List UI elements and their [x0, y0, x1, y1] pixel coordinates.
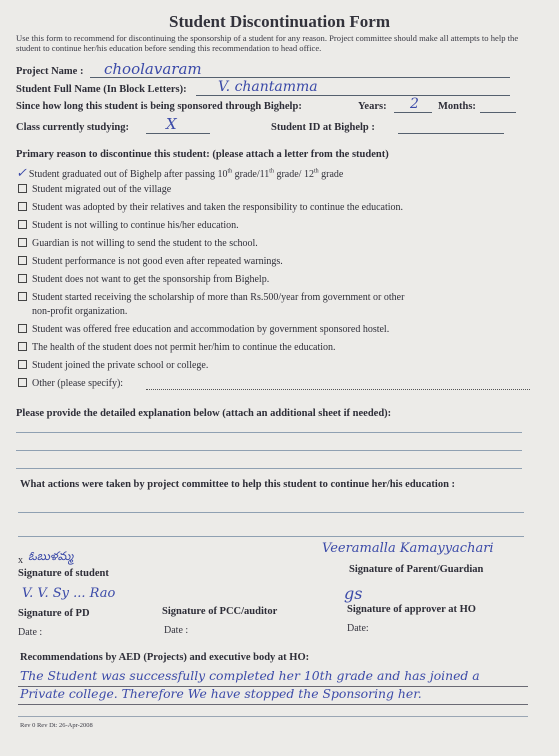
- class-value[interactable]: X: [166, 115, 177, 133]
- recommendation-label: Recommendations by AED (Projects) and executive body at HO:: [20, 652, 310, 663]
- reason-adopted[interactable]: [18, 202, 403, 213]
- project-name-value[interactable]: choolavaram: [104, 60, 202, 78]
- reason-label: Student joined the private school or college.: [32, 360, 209, 371]
- reason-guardian[interactable]: [18, 238, 258, 249]
- reason-label: Student migrated out of the village: [32, 184, 172, 195]
- recommendation-rule-2: [18, 704, 528, 705]
- reason-label: Student was offered free education and accommodation by government sponsored hostel.: [32, 324, 390, 335]
- reason-no-sponsorship[interactable]: [18, 274, 269, 285]
- recommendation-line-2[interactable]: Private college. Therefore We have stopped the Sponsoring her.: [20, 686, 422, 701]
- reason-label: Guardian is not willing to send the student to the school.: [32, 238, 258, 249]
- years-value[interactable]: 2: [410, 96, 419, 112]
- checkbox[interactable]: [18, 220, 27, 229]
- student-mark: x: [18, 555, 23, 566]
- checkbox[interactable]: [18, 324, 27, 333]
- checkbox[interactable]: [18, 378, 27, 387]
- full-name-label: Student Full Name (In Block Letters):: [16, 84, 187, 95]
- form-title: Student Discontinuation Form: [168, 12, 391, 31]
- approver-signature-hand: gs: [344, 584, 363, 603]
- full-name-line: [196, 95, 510, 96]
- pcc-date-label: Date :: [164, 625, 189, 636]
- reason-health[interactable]: [18, 342, 336, 353]
- form-intro: Use this form to recommend for discontinuing the sponsorship of a student for any reason. Project committee should make all attempts to help the student to continue her/his education before sending this recommendation to head office.: [16, 33, 519, 53]
- recommendation-line-1[interactable]: The Student was successfully completed her 10th grade and has joined a: [20, 668, 480, 683]
- reason-other[interactable]: [18, 378, 123, 389]
- checkbox[interactable]: [18, 256, 27, 265]
- checkbox[interactable]: [18, 274, 27, 283]
- project-name-label: Project Name :: [16, 66, 84, 77]
- reason-performance[interactable]: [18, 256, 283, 267]
- checkbox[interactable]: [18, 360, 27, 369]
- reason-graduated-text-c: grade/ 12: [273, 169, 314, 180]
- years-label: Years:: [358, 101, 387, 112]
- months-line: [480, 112, 516, 113]
- checkbox[interactable]: [18, 202, 27, 211]
- parent-signature-hand: Veeramalla Kamayyachari: [322, 541, 494, 556]
- explanation-label: Please provide the detailed explanation below (attach an additional sheet if needed):: [16, 408, 392, 419]
- actions-line-1[interactable]: [18, 512, 524, 513]
- checkbox[interactable]: [18, 184, 27, 193]
- explanation-line-1[interactable]: [16, 432, 522, 433]
- student-id-label: Student ID at Bighelp :: [271, 122, 375, 133]
- student-id-line: [398, 133, 504, 134]
- class-line: [146, 133, 210, 134]
- reason-not-willing[interactable]: [18, 220, 239, 231]
- reason-scholarship-cont: non-profit organization.: [32, 306, 128, 317]
- approver-signature-label: Signature of approver at HO: [347, 604, 476, 615]
- reason-graduated-text-d: grade: [318, 169, 344, 180]
- reason-label: Other (please specify):: [32, 378, 124, 389]
- years-line: [394, 112, 432, 113]
- explanation-line-3[interactable]: [16, 468, 522, 469]
- ho-date-label: Date:: [347, 623, 369, 634]
- reason-hostel[interactable]: [18, 324, 389, 335]
- revision-footer: Rev 0 Rev Dt: 26-Apr-2008: [20, 722, 93, 729]
- reason-scholarship[interactable]: [18, 292, 404, 303]
- reason-sup-c: th: [313, 168, 319, 175]
- reason-graduated-text-b: grade/11: [232, 169, 270, 180]
- pd-signature-label: Signature of PD: [18, 608, 90, 619]
- checkbox[interactable]: [18, 238, 27, 247]
- reason-private-school[interactable]: [18, 360, 208, 371]
- reason-label: Student was adopted by their relatives and taken the responsibility to continue the education.: [32, 202, 404, 213]
- student-signature-label: Signature of student: [18, 568, 109, 579]
- parent-signature-label: Signature of Parent/Guardian: [349, 564, 484, 575]
- actions-line-2[interactable]: [18, 536, 524, 537]
- pcc-signature-label: Signature of PCC/auditor: [162, 606, 278, 617]
- reasons-heading: Primary reason to discontinue this student: (please attach a letter from the student): [16, 149, 389, 160]
- reason-migrated[interactable]: [18, 184, 171, 195]
- months-label: Months:: [438, 101, 476, 112]
- recommendation-rule-3: [18, 716, 528, 717]
- reason-graduated-text-a: Student graduated out of Bighelp after passing 10: [28, 169, 228, 180]
- pd-signature-hand: V. V. Sy ... Rao: [22, 586, 116, 601]
- reason-graduated[interactable]: [16, 166, 343, 181]
- checkbox[interactable]: [18, 292, 27, 301]
- student-signature-hand: ఓబుళమ్మ: [28, 549, 74, 563]
- full-name-value[interactable]: V. chantamma: [218, 79, 318, 95]
- class-label: Class currently studying:: [16, 122, 129, 133]
- reason-sup-a: th: [227, 168, 233, 175]
- reason-label: Student started receiving the scholarship of more than Rs.500/year from government or other: [32, 292, 405, 303]
- reason-label: Student performance is not good even after repeated warnings.: [32, 256, 283, 267]
- since-label: Since how long this student is being sponsored through Bighelp:: [16, 101, 302, 112]
- actions-label: What actions were taken by project committee to help this student to continue her/his education :: [20, 479, 456, 490]
- reason-sup-b: th: [269, 168, 274, 175]
- reason-label: Student does not want to get the sponsorship from Bighelp.: [32, 274, 270, 285]
- reason-label: The health of the student does not permit her/him to continue the education.: [32, 342, 336, 353]
- explanation-line-2[interactable]: [16, 450, 522, 451]
- checkbox[interactable]: [18, 342, 27, 351]
- other-specify-line: [146, 389, 530, 390]
- reason-label: Student is not willing to continue his/her education.: [32, 220, 239, 231]
- pd-date-label: Date :: [18, 627, 43, 638]
- check-mark-icon: ✓: [16, 166, 27, 181]
